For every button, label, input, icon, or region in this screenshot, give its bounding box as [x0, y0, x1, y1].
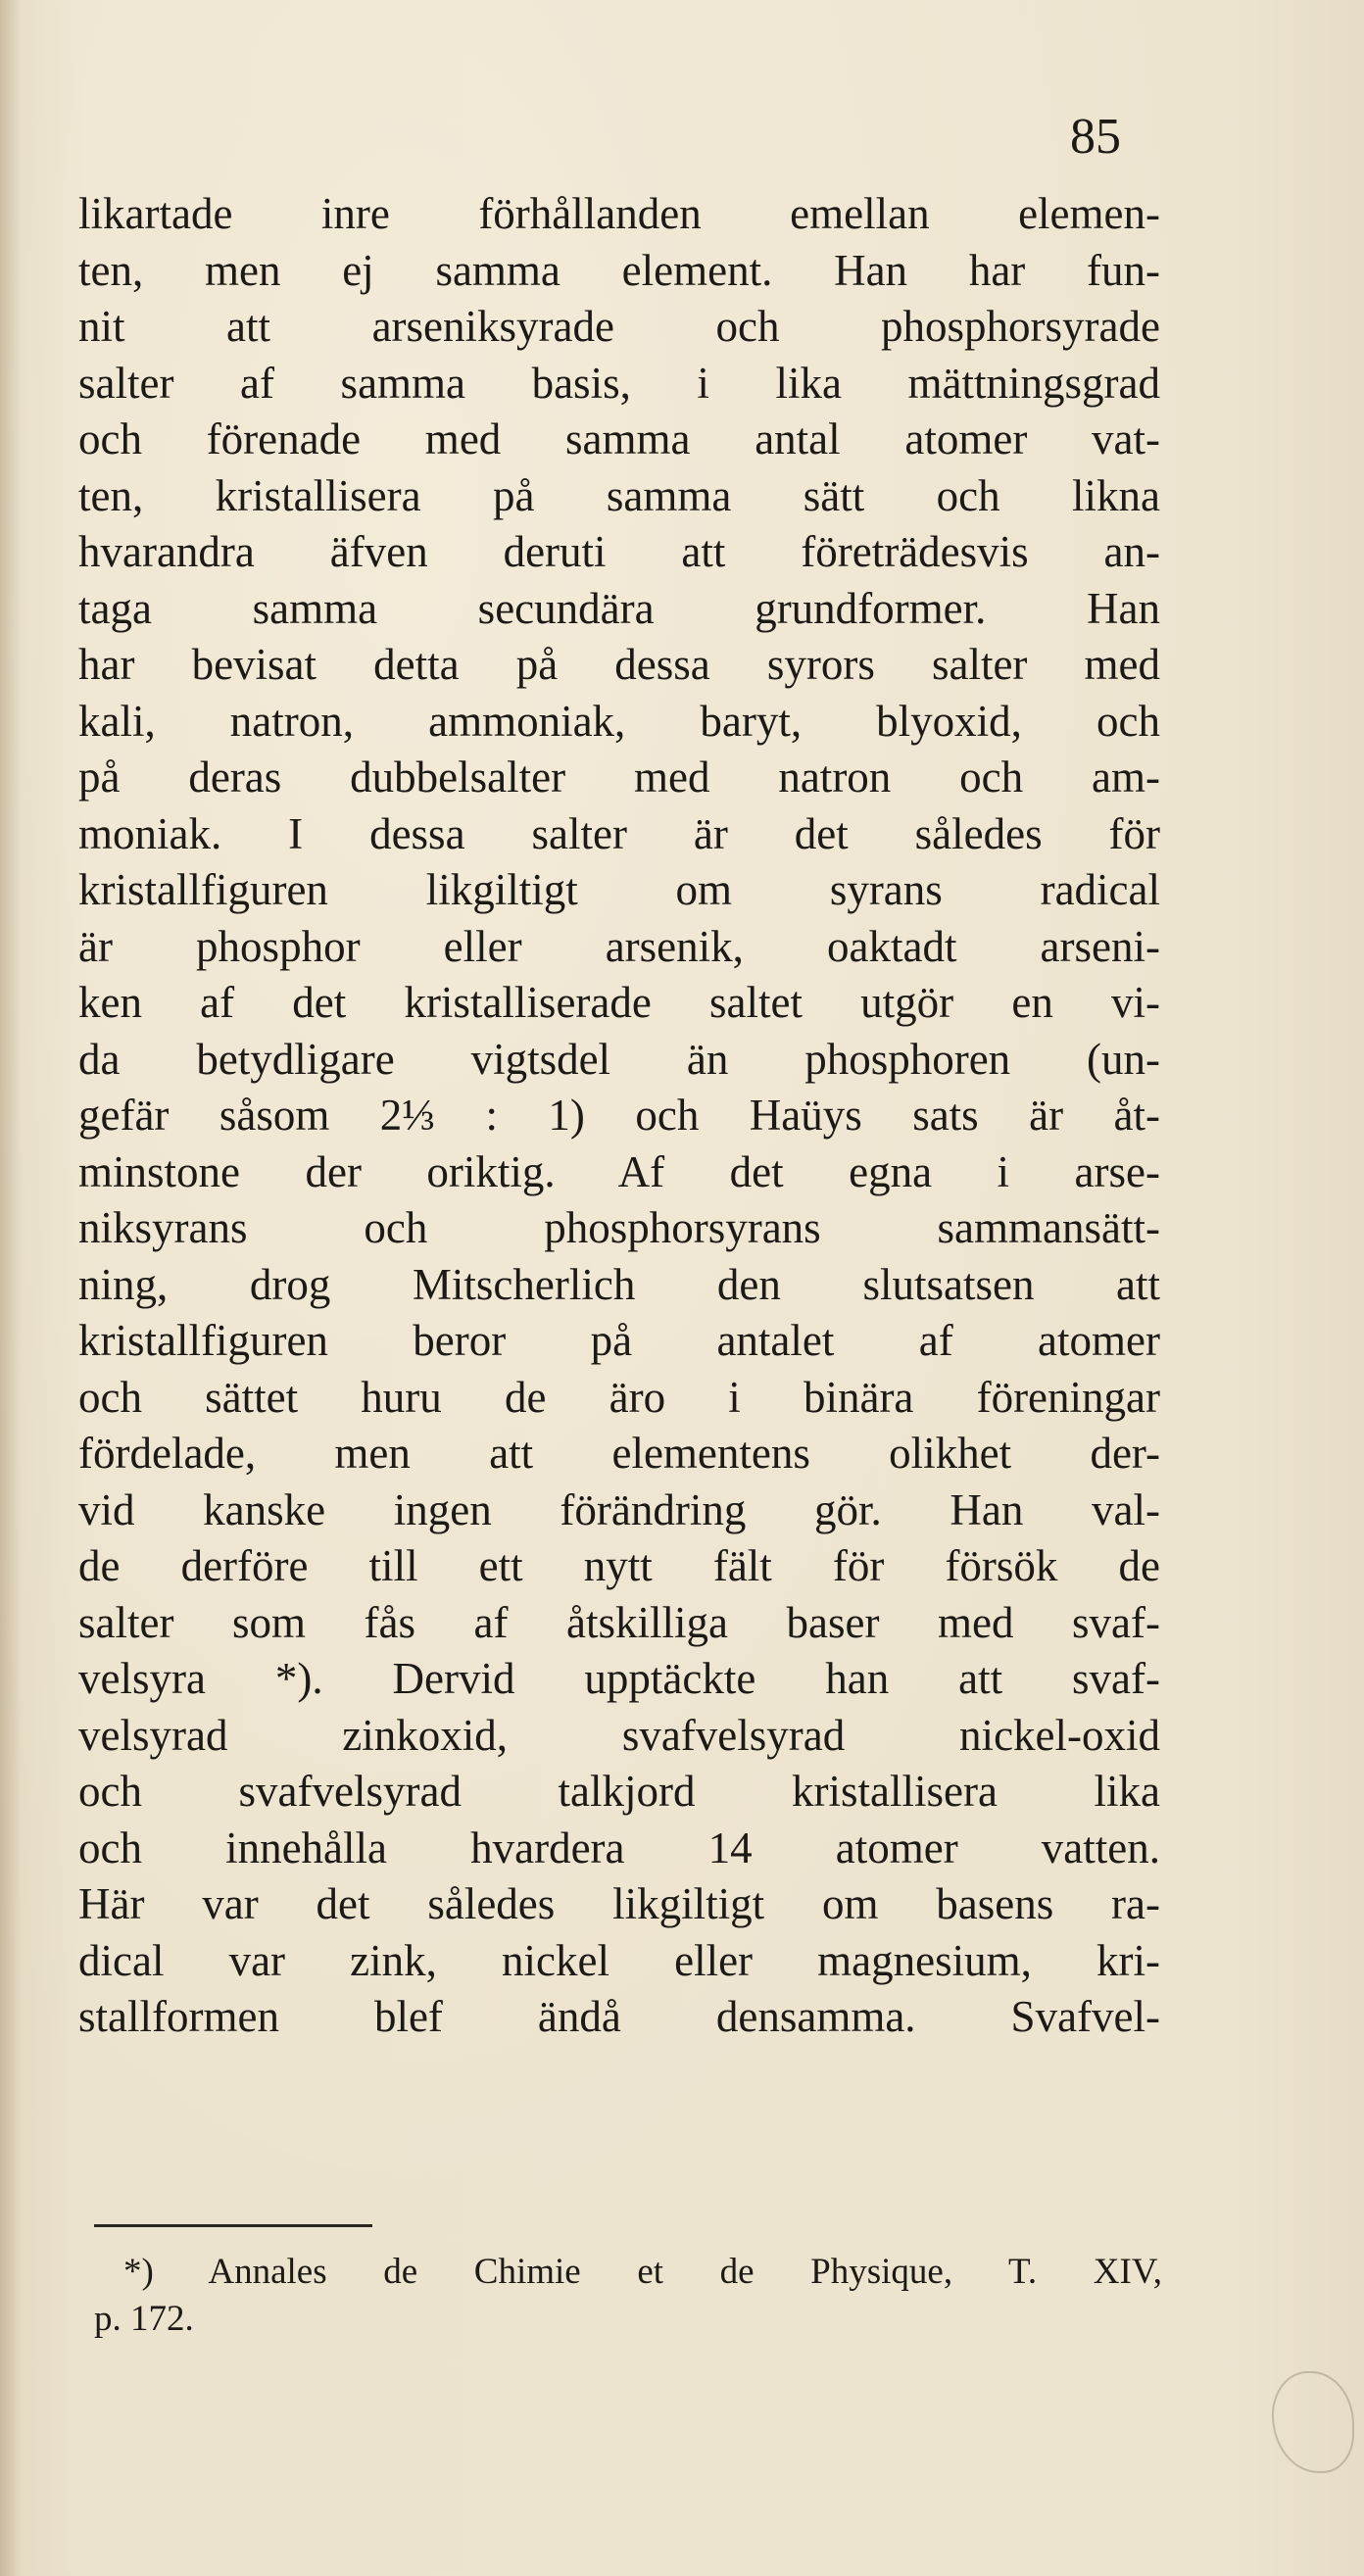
footnote-line: p. 172. — [94, 2299, 194, 2339]
page-edge-shadow — [0, 0, 22, 2576]
text-line: taga samma secundära grundformer. Han — [78, 583, 1160, 633]
text-line: kristallfiguren likgiltigt om syrans radical — [78, 865, 1160, 914]
text-line: vid kanske ingen förändring gör. Han val- — [78, 1484, 1160, 1534]
text-line: gefär såsom 2⅓ : 1) och Haüys sats är åt- — [78, 1091, 1160, 1140]
text-line: på deras dubbelsalter med natron och am- — [78, 753, 1160, 802]
text-line: niksyrans och phosphorsyrans sammansätt- — [78, 1203, 1160, 1252]
text-line: salter som fås af åtskilliga baser med svaf- — [78, 1597, 1160, 1647]
text-line: kali, natron, ammoniak, baryt, blyoxid, och — [78, 696, 1160, 746]
text-line: da betydligare vigtsdel än phosphoren (un- — [78, 1034, 1160, 1084]
text-line: de derföre till ett nytt fält för försök de — [78, 1541, 1160, 1590]
footnote — [94, 2249, 1162, 2343]
text-line: och sättet huru de äro i binära föreningar — [78, 1372, 1160, 1422]
text-line: nit att arseniksyrade och phosphorsyrade — [78, 302, 1160, 351]
footnote-line: *) Annales de Chimie et de Physique, T. XIV, — [123, 2252, 1162, 2292]
text-line: ten, men ej samma element. Han har fun- — [78, 245, 1160, 295]
text-line: salter af samma basis, i lika mättningsgrad — [78, 358, 1160, 408]
text-line: och förenade med samma antal atomer vat- — [78, 414, 1160, 463]
page-number: 85 — [1070, 109, 1121, 165]
text-line: kristallfiguren beror på antalet af atomer — [78, 1316, 1160, 1365]
text-line: har bevisat detta på dessa syrors salter med — [78, 640, 1160, 689]
text-line: fördelade, men att elementens olikhet der- — [78, 1429, 1160, 1478]
text-line: velsyrad zinkoxid, svafvelsyrad nickel-oxid — [78, 1710, 1160, 1760]
body-text — [78, 186, 1160, 2046]
text-line: moniak. I dessa salter är det således för — [78, 808, 1160, 858]
text-line: hvarandra äfven deruti att företrädesvis an- — [78, 527, 1160, 576]
text-line: velsyra *). Dervid upptäckte han att svaf- — [78, 1654, 1160, 1703]
footnote-divider — [94, 2224, 372, 2227]
text-line: Här var det således likgiltigt om basens ra- — [78, 1879, 1160, 1928]
text-line: minstone der oriktig. Af det egna i arse- — [78, 1146, 1160, 1196]
paper-stain — [1272, 2371, 1354, 2473]
text-line: likartade inre förhållanden emellan elemen- — [78, 189, 1160, 238]
text-line: och innehålla hvardera 14 atomer vatten. — [78, 1823, 1160, 1872]
text-line: ning, drog Mitscherlich den slutsatsen att — [78, 1259, 1160, 1309]
text-line: stallformen blef ändå densamma. Svafvel- — [78, 1992, 1160, 2041]
text-line: är phosphor eller arsenik, oaktadt arseni- — [78, 921, 1160, 971]
text-line: och svafvelsyrad talkjord kristallisera lika — [78, 1767, 1160, 1816]
text-line: ken af det kristalliserade saltet utgör en vi- — [78, 978, 1160, 1027]
text-line: ten, kristallisera på samma sätt och likna — [78, 470, 1160, 520]
text-line: dical var zink, nickel eller magnesium, kri- — [78, 1935, 1160, 1985]
